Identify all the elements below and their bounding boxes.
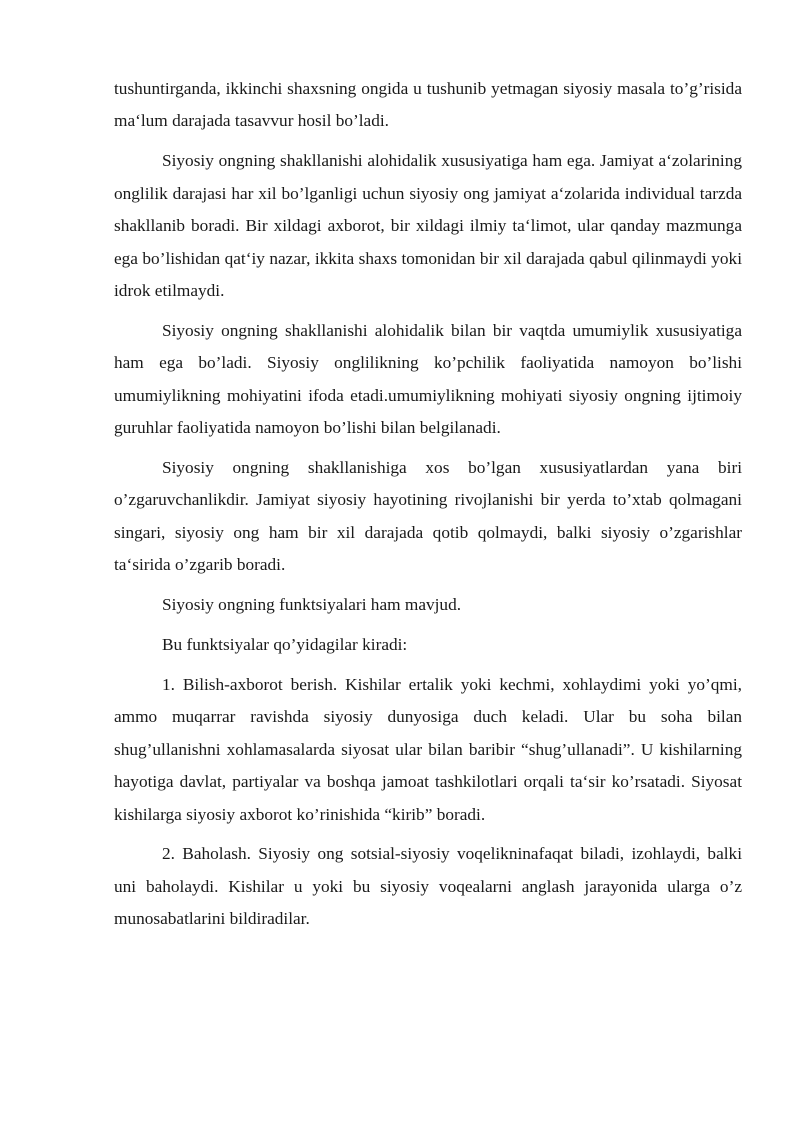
paragraph-commonality: Siyosiy ongning shakllanishi alohidalik bilan bir vaqtda umumiylik xususiyatiga ham ega bo’ladi. Siyosiy onglilikning ko’pchilik faoliyatida namoyon bo’lishi umumiylikning mohiyatini ifoda etadi.umumiylikning mohiyati siyosiy ongning ijtimoiy guruhlar faoliyatida namoyon bo’lishi bilan belgilanadi. (114, 320, 742, 438)
paragraph-continuation: tushuntirganda, ikkinchi shaxsning ongida u tushunib yetmagan siyosiy masala to’g’risida ma‘lum darajada tasavvur hosil bo’ladi. (114, 79, 742, 131)
paragraph-functions-list-intro: Bu funktsiyalar qo’yidagilar kiradi: (162, 635, 408, 654)
paragraph-function-1: 1. Bilish-axborot berish. Kishilar ertalik yoki kechmi, xohlaydimi yoki yo’qmi, ammo muqarrar ravishda siyosiy dunyosiga duch keladi. Ular bu soha bilan shug’ullanishni xohlamasalarda siyosat ular bilan baribir “shug’ullanadi”. U kishilarning hayotiga davlat, partiyalar va boshqa jamoat tashkilotlari orqali ta‘sir ko’rsatadi. Siyosat kishilarga siyosiy axborot ko’rinishida “kirib” boradi. (114, 674, 742, 824)
document-page (114, 73, 742, 943)
paragraph-individuality: Siyosiy ongning shakllanishi alohidalik xususiyatiga ham ega. Jamiyat a‘zolarining onglilik darajasi har xil bo’lganligi uchun siyosiy ong jamiyat a‘zolarida individual tarzda shakllanib boradi. Bir xildagi axborot, bir xildagi ilmiy ta‘limot, ular qanday mazmunga ega bo’lishidan qat‘iy nazar, ikkita shaxs tomonidan bir xil darajada qabul qilinmaydi yoki idrok etilmaydi. (114, 151, 742, 300)
paragraph-variability: Siyosiy ongning shakllanishiga xos bo’lgan xususiyatlardan yana biri o’zgaruvchanlikdir. Jamiyat siyosiy hayotining rivojlanishi bir yerda to’xtab qolmagani singari, siyosiy ong ham bir xil darajada qotib qolmaydi, balki siyosiy o’zgarishlar ta‘sirida o’zgarib boradi. (114, 457, 742, 575)
paragraph-functions-intro: Siyosiy ongning funktsiyalari ham mavjud. (162, 595, 462, 615)
paragraph-function-2: 2. Baholash. Siyosiy ong sotsial-siyosiy voqelikninafaqat biladi, izohlaydi, balki uni baholaydi. Kishilar u yoki bu siyosiy voqealarni anglash jarayonida ularga o’z munosabatlarini bildiradilar. (114, 844, 742, 929)
